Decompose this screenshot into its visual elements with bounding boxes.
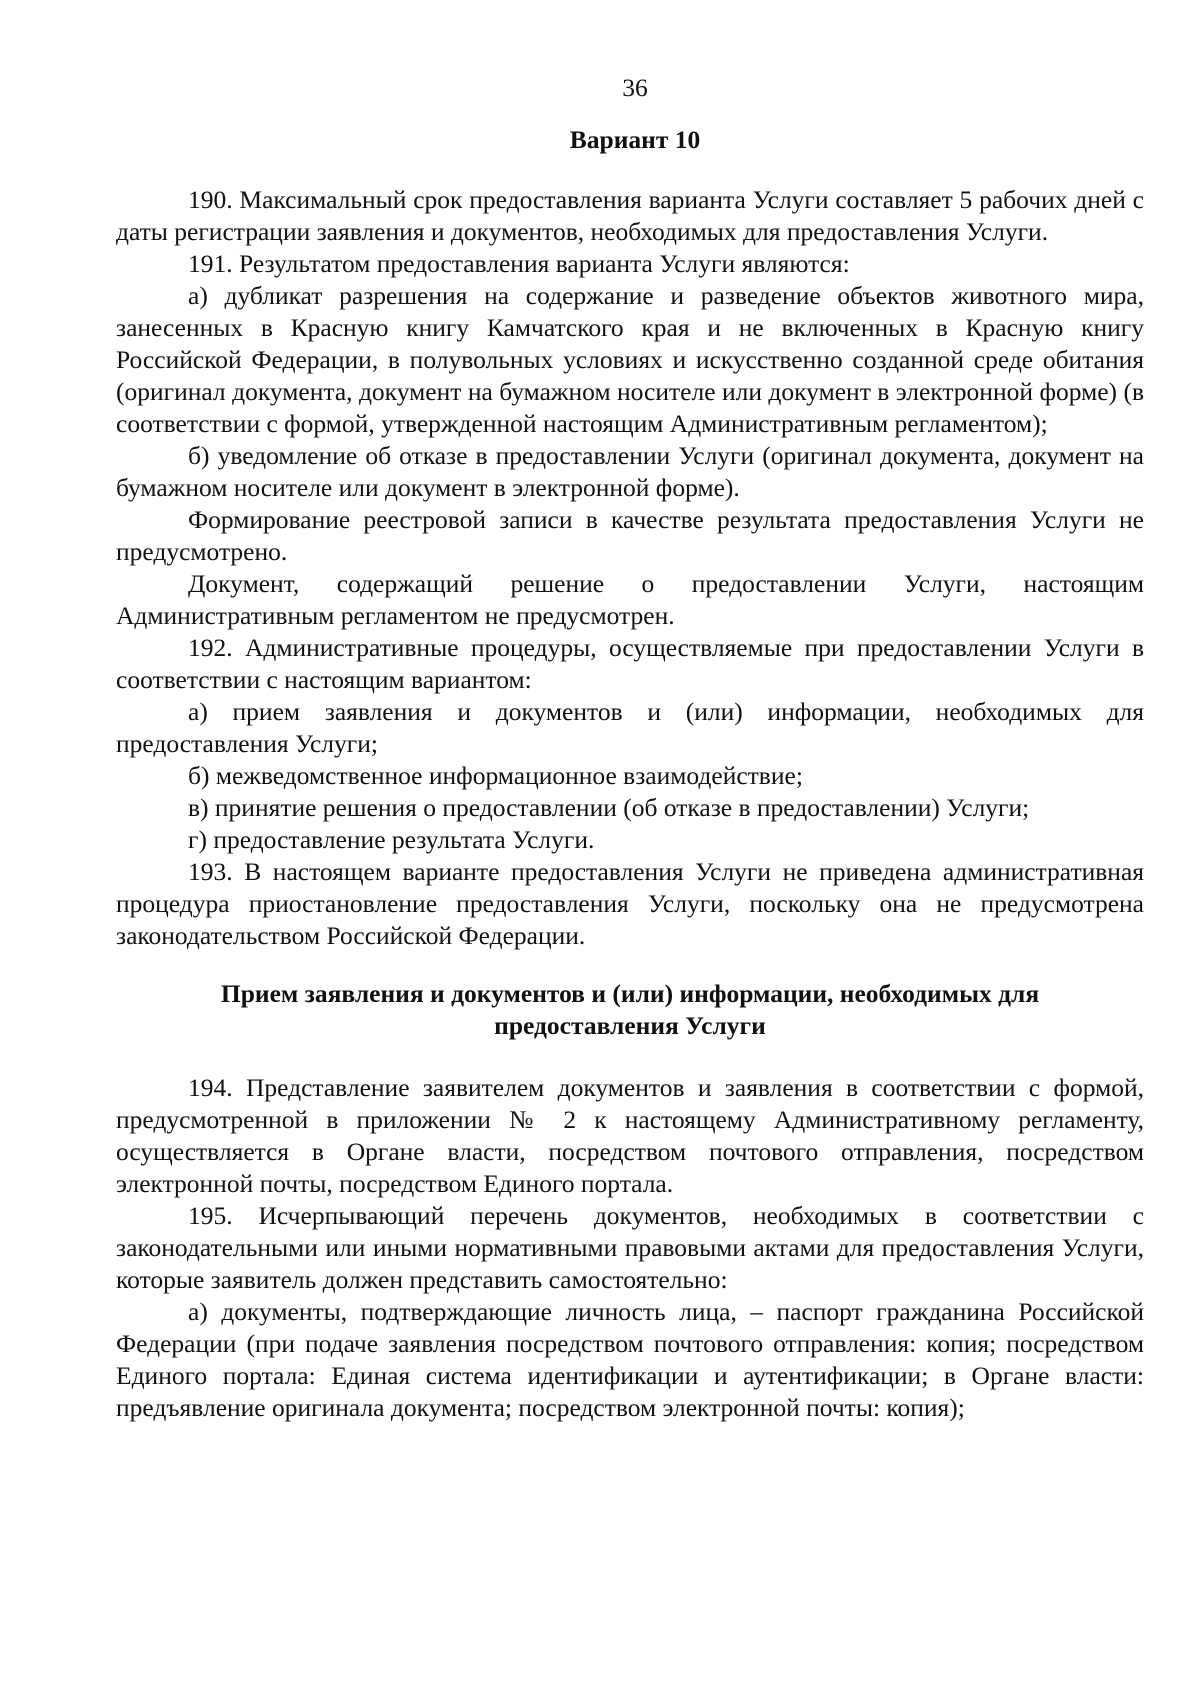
variant-title: Вариант 10 (569, 125, 701, 154)
page-number: 36 (622, 73, 648, 102)
paragraph-registry-note: Формирование реестровой записи в качестве результата предоставления Услуги не предусмотрено. (116, 505, 1144, 566)
section-heading (116, 978, 1144, 1042)
paragraph-block-1 (116, 184, 1144, 952)
paragraph-191-a: а) дубликат разрешения на содержание и разведение объектов животного мира, занесенных в Красную книгу Камчатского края и не включенных в Красную книгу Российской Федерации, в полувольных условиях и искусственно созданной среде обитания (оригинал документа, документ на бумажном носителе или документ в электронной форме) (в соответствии с формой, утвержденной настоящим Административным регламентом); (116, 281, 1144, 438)
paragraph-192-a: а) прием заявления и документов и (или) информации, необходимых для предоставления Услуги; (116, 697, 1144, 758)
paragraph-191: 191. Результатом предоставления варианта Услуги являются: (188, 249, 850, 278)
paragraph-decision-note: Документ, содержащий решение о предоставлении Услуги, настоящим Административным регламентом не предусмотрен. (116, 569, 1144, 630)
paragraph-192-b: б) межведомственное информационное взаимодействие; (188, 761, 803, 790)
paragraph-190: 190. Максимальный срок предоставления варианта Услуги составляет 5 рабочих дней с даты регистрации заявления и документов, необходимых для предоставления Услуги. (116, 185, 1144, 246)
section-heading-line-2: предоставления Услуги (494, 1011, 766, 1040)
paragraph-195-a: а) документы, подтверждающие личность лица, – паспорт гражданина Российской Федерации (при подаче заявления посредством почтового отправления: копия; посредством Единого портала: Единая система идентификации и аутентификации; в Органе власти: предъявление оригинала документа; посредством электронной почты: копия); (116, 1297, 1144, 1422)
paragraph-194: 194. Представление заявителем документов и заявления в соответствии с формой, предусмотренной в приложении № 2 к настоящему Административному регламенту, осуществляется в Органе власти, посредством почтового отправления, посредством электронной почты, посредством Единого портала. (116, 1073, 1144, 1198)
section-heading-line-1: Прием заявления и документов и (или) информации, необходимых для (220, 979, 1040, 1008)
paragraph-195: 195. Исчерпывающий перечень документов, необходимых в соответствии с законодательными или иными нормативными правовыми актами для предоставления Услуги, которые заявитель должен представить самостоятельно: (116, 1201, 1144, 1294)
paragraph-192-c: в) принятие решения о предоставлении (об отказе в предоставлении) Услуги; (188, 793, 1030, 822)
paragraph-block-2 (116, 1072, 1144, 1424)
paragraph-192: 192. Административные процедуры, осуществляемые при предоставлении Услуги в соответствии с настоящим вариантом: (116, 633, 1144, 694)
paragraph-193: 193. В настоящем варианте предоставления Услуги не приведена административная процедура приостановление предоставления Услуги, поскольку она не предусмотрена законодательством Российской Федерации. (116, 857, 1144, 950)
paragraph-191-b: б) уведомление об отказе в предоставлении Услуги (оригинал документа, документ на бумажном носителе или документ в электронной форме). (116, 441, 1144, 502)
paragraph-192-d: г) предоставление результата Услуги. (188, 825, 595, 854)
